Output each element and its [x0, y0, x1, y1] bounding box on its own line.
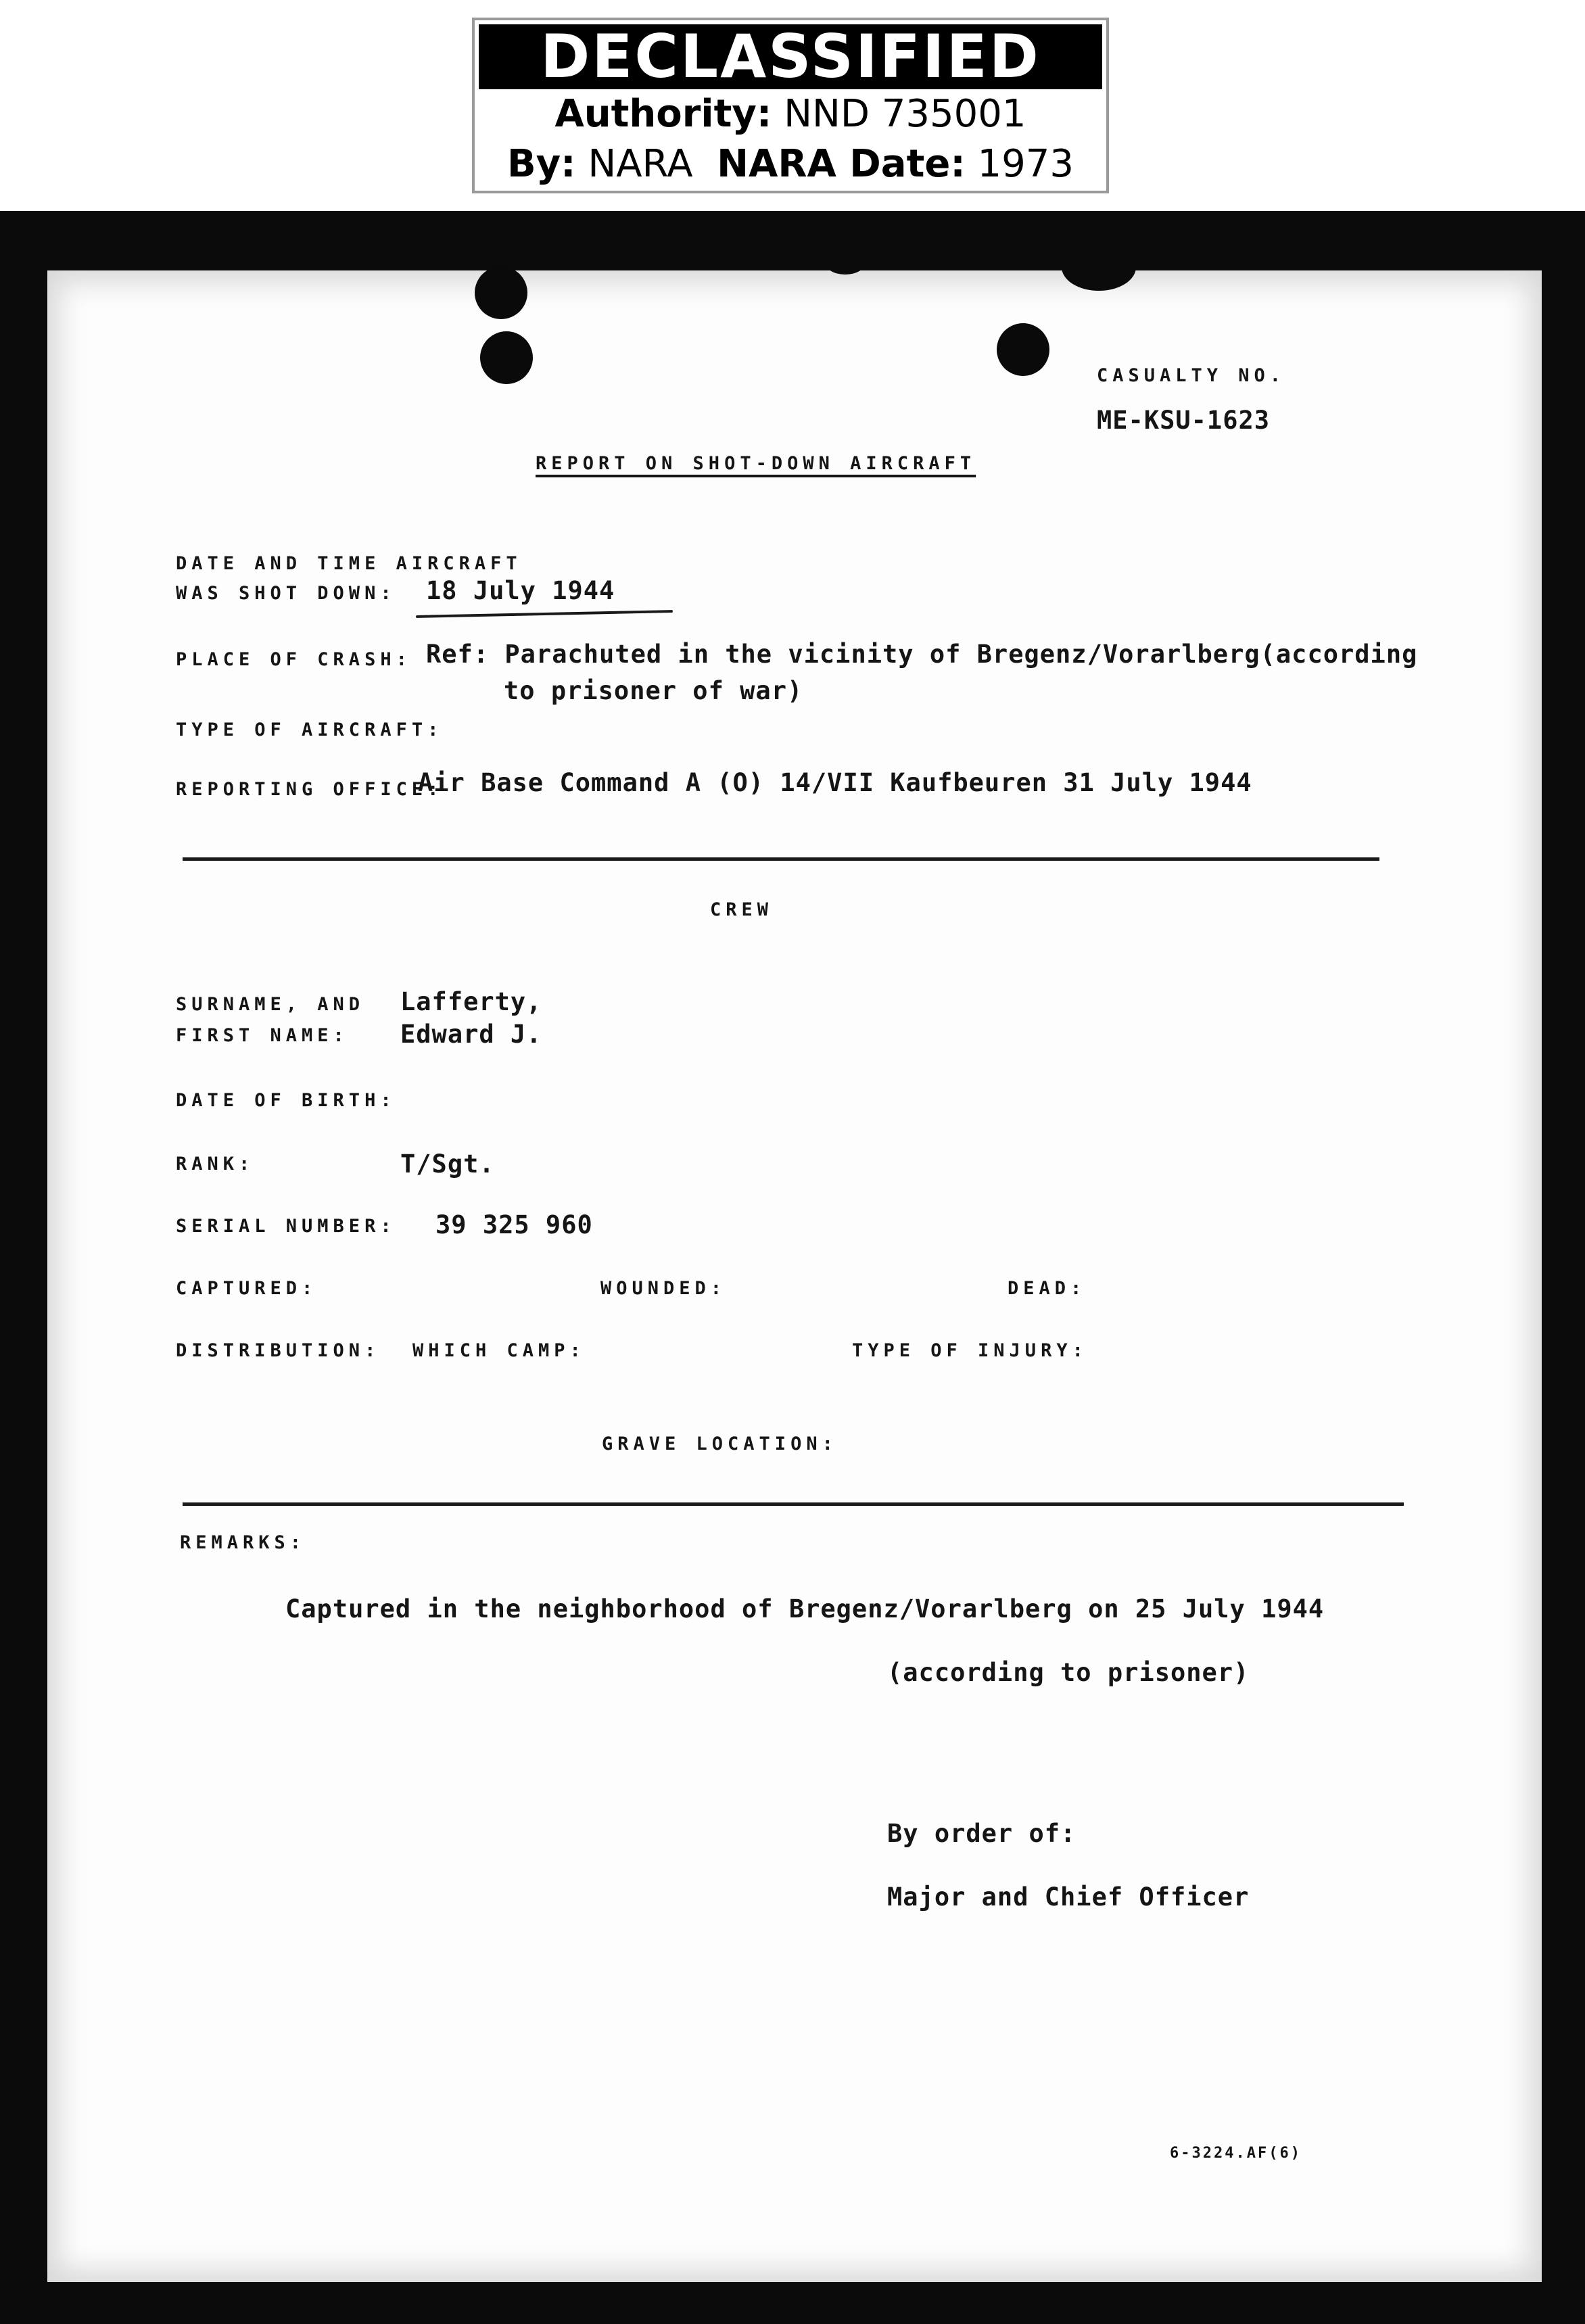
remarks-line-1: Captured in the neighborhood of Bregenz/Vorarlberg on 25 July 1944 [285, 1594, 1325, 1623]
which-camp-label: WHICH CAMP: [412, 1340, 586, 1361]
dead-label: DEAD: [1008, 1278, 1087, 1299]
document-title: REPORT ON SHOT-DOWN AIRCRAFT [536, 453, 976, 474]
wounded-label: WOUNDED: [600, 1278, 727, 1299]
captured-label: CAPTURED: [176, 1278, 318, 1299]
edge-tear [825, 250, 866, 275]
divider [183, 1502, 1404, 1506]
date-time-label-1: DATE AND TIME AIRCRAFT [176, 553, 522, 574]
serial-number-value: 39 325 960 [435, 1210, 593, 1239]
declassified-stamp [472, 18, 1109, 193]
document-page [47, 270, 1542, 2282]
stamp-authority-line [475, 89, 1106, 139]
surname-label-2: FIRST NAME: [176, 1025, 349, 1046]
stamp-by-label: By: [506, 142, 576, 186]
casualty-number: ME-KSU-1623 [1097, 406, 1271, 435]
stamp-by-value: NARA [588, 142, 693, 186]
stamp-date-label: NARA Date: [717, 142, 966, 186]
rank-value: T/Sgt. [400, 1149, 495, 1179]
place-of-crash-value-1: Ref: Parachuted in the vicinity of Bregenz/Vorarlberg(according [426, 640, 1418, 669]
remarks-line-2: (according to prisoner) [887, 1658, 1250, 1687]
punch-hole [475, 266, 527, 319]
form-number: 6-3224.AF(6) [1170, 2145, 1302, 2162]
stamp-title: DECLASSIFIED [479, 24, 1102, 89]
punch-hole [997, 323, 1049, 376]
casualty-label: CASUALTY NO. [1097, 365, 1286, 386]
signatory-title: Major and Chief Officer [887, 1882, 1250, 1912]
date-time-label-2: WAS SHOT DOWN: [176, 583, 396, 604]
first-name-value: Edward J. [400, 1020, 542, 1049]
grave-location-label: GRAVE LOCATION: [602, 1433, 838, 1454]
place-of-crash-value-2: to prisoner of war) [504, 676, 803, 705]
punch-hole [480, 331, 533, 384]
reporting-office-value: Air Base Command A (O) 14/VII Kaufbeuren 31 July 1944 [418, 768, 1252, 797]
place-of-crash-label: PLACE OF CRASH: [176, 649, 412, 670]
stamp-date-value: 1973 [977, 142, 1074, 186]
stamp-by-line [475, 139, 1106, 189]
serial-number-label: SERIAL NUMBER: [176, 1216, 396, 1237]
date-of-birth-label: DATE OF BIRTH: [176, 1090, 396, 1111]
divider [183, 857, 1379, 861]
by-order-of: By order of: [887, 1819, 1077, 1848]
crew-heading: CREW [710, 899, 774, 920]
stamp-authority-value: NND 735001 [784, 92, 1026, 136]
stamp-authority-label: Authority: [554, 92, 772, 136]
type-of-aircraft-label: TYPE OF AIRCRAFT: [176, 719, 444, 740]
handwritten-underline [416, 610, 673, 618]
type-of-injury-label: TYPE OF INJURY: [852, 1340, 1088, 1361]
reporting-office-label: REPORTING OFFICE: [176, 779, 444, 800]
date-shot-down-value: 18 July 1944 [426, 576, 615, 605]
remarks-label: REMARKS: [180, 1532, 306, 1553]
surname-label-1: SURNAME, AND [176, 994, 365, 1015]
surname-value: Lafferty, [400, 987, 542, 1016]
distribution-label: DISTRIBUTION: [176, 1340, 381, 1361]
rank-label: RANK: [176, 1154, 255, 1175]
edge-tear [1062, 243, 1136, 291]
